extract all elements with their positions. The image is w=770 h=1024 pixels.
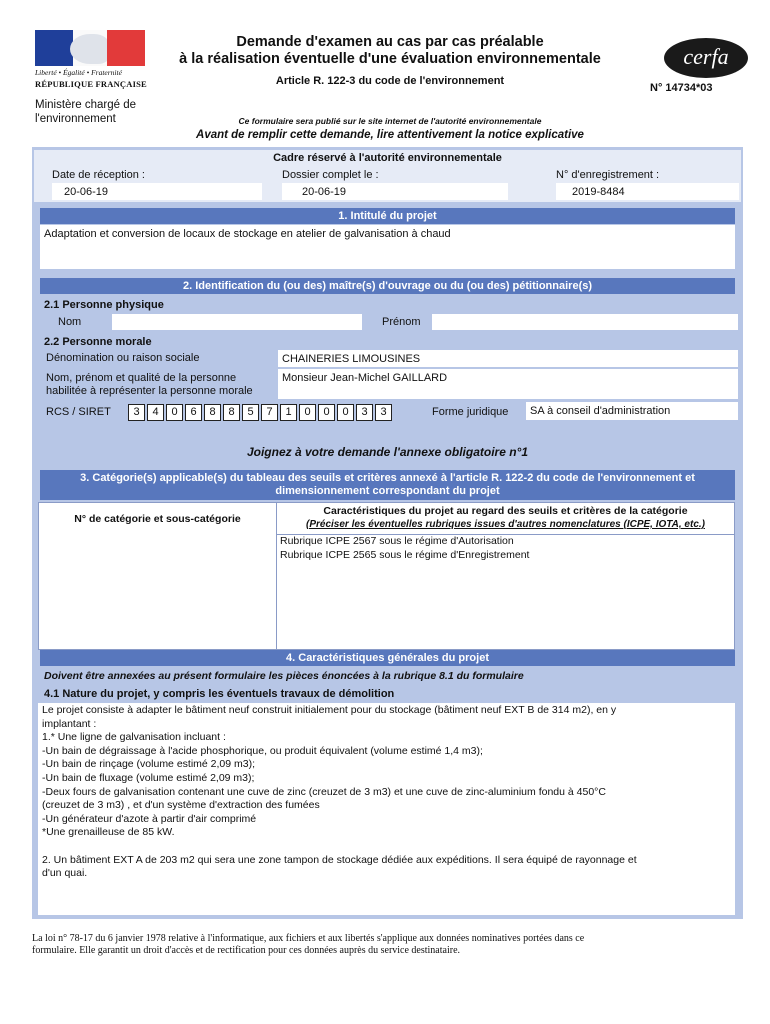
description-line: -Un bain de dégraissage à l'acide phosphorique, ou produit équivalent (volume estimé 1,4 m3);	[42, 744, 483, 757]
representative-label-line2: habilitée à représenter la personne morale	[46, 385, 253, 397]
registration-number-field[interactable]: 2019-8484	[556, 183, 739, 200]
siret-digit[interactable]: 0	[299, 404, 316, 421]
description-line: -Un générateur d'azote à partir d'air comprimé	[42, 812, 257, 825]
project-nature-field[interactable]	[38, 703, 735, 915]
registration-label: N° d'enregistrement :	[556, 169, 660, 181]
siret-digit[interactable]: 7	[261, 404, 278, 421]
moral-person-heading: 2.2 Personne morale	[44, 336, 152, 348]
cerfa-number: N° 14734*03	[650, 82, 713, 94]
description-line: -Un bain de fluxage (volume estimé 2,09 m3);	[42, 771, 255, 784]
siret-label: RCS / SIRET	[46, 406, 111, 418]
description-line: *Une grenailleuse de 85 kW.	[42, 826, 175, 839]
siret-digit[interactable]: 6	[185, 404, 202, 421]
article-reference: Article R. 122-3 du code de l'environnement	[275, 75, 505, 87]
annex-requirement-note: Doivent être annexées au présent formulaire les pièces énoncées à la rubrique 8.1 du formulaire	[44, 670, 524, 682]
siret-digit[interactable]: 5	[242, 404, 259, 421]
siret-digit[interactable]: 0	[318, 404, 335, 421]
description-blank-line	[42, 840, 731, 854]
siret-field[interactable]	[128, 404, 394, 421]
nom-field[interactable]	[112, 314, 362, 330]
project-nature-heading: 4.1 Nature du projet, y compris les éventuels travaux de démolition	[44, 688, 395, 700]
denomination-label: Dénomination ou raison sociale	[46, 352, 200, 364]
legal-form-field[interactable]: SA à conseil d'administration	[526, 402, 738, 420]
description-line: -Deux fours de galvanisation contenant une cuve de zinc (creuzet de 3 m3) et une cuve de zinc-aluminium fondu à 450°C	[42, 785, 606, 798]
reception-label: Date de réception :	[52, 169, 145, 181]
nom-label: Nom	[58, 316, 82, 328]
description-line: 2. Un bâtiment EXT A de 203 m2 qui sera une zone tampon de stockage dédiée aux expéditions. Il sera équipé de rayonnage et	[42, 853, 637, 866]
representative-label-line1: Nom, prénom et qualité de la personne	[46, 372, 237, 384]
description-line: -Un bain de rinçage (volume estimé 2,09 m3);	[42, 758, 256, 771]
description-line: 1.* Une ligne de galvanisation incluant :	[42, 731, 226, 744]
form-title-line1: Demande d'examen au cas par cas préalable	[236, 34, 544, 50]
representative-field[interactable]: Monsieur Jean-Michel GAILLARD	[278, 369, 738, 399]
marianne-profile-icon	[70, 34, 110, 64]
siret-digit[interactable]: 3	[128, 404, 145, 421]
publication-note: Ce formulaire sera publié sur le site internet de l'autorité environnementale	[238, 116, 542, 126]
category-table	[38, 502, 735, 650]
cerfa-logo: cerfa	[664, 38, 748, 78]
privacy-line1: La loi n° 78-17 du 6 janvier 1978 relative à l'informatique, aux fichiers et aux libertés s'applique aux données nominatives portées dans ce	[32, 933, 585, 944]
representative-label	[46, 372, 253, 398]
flag-red-band	[107, 30, 145, 66]
siret-digit[interactable]: 0	[337, 404, 354, 421]
section4-header: 4. Caractéristiques générales du projet	[40, 650, 735, 666]
form-title-line2: à la réalisation éventuelle d'une évaluation environnementale	[179, 51, 601, 67]
siret-digit[interactable]: 3	[375, 404, 392, 421]
complete-date-field[interactable]: 20-06-19	[282, 183, 508, 200]
description-line: Le projet consiste à adapter le bâtiment neuf construit initialement pour du stockage (bâtiment neuf EXT B de 314 m2), en y	[42, 704, 617, 716]
complete-label: Dossier complet le :	[282, 169, 379, 181]
physical-person-heading: 2.1 Personne physique	[44, 299, 164, 311]
section3-title-line2: dimensionnement correspondant du projet	[275, 485, 500, 497]
section2-header: 2. Identification du (ou des) maître(s) d'ouvrage ou du (ou des) pétitionnaire(s)	[40, 278, 735, 294]
annex-note: Joignez à votre demande l'annexe obligatoire n°1	[246, 445, 529, 459]
siret-digit[interactable]: 4	[147, 404, 164, 421]
characteristics-header-line2: (Préciser les éventuelles rubriques issues d'autres nomenclatures (ICPE, IOTA, etc.)	[305, 519, 705, 530]
rubrique-item[interactable]: Rubrique ICPE 2567 sous le régime d'Autorisation	[280, 535, 514, 547]
privacy-line2: formulaire. Elle garantit un droit d'accès et de rectification pour ces données auprès du service destinataire.	[32, 945, 461, 956]
category-column-header: N° de catégorie et sous-catégorie	[74, 513, 241, 525]
denomination-field[interactable]: CHAINERIES LIMOUSINES	[278, 350, 738, 367]
characteristics-column-header	[277, 503, 734, 535]
siret-digit[interactable]: 3	[356, 404, 373, 421]
description-line: d'un quai.	[42, 867, 88, 880]
privacy-footer	[32, 933, 742, 957]
instruction-note: Avant de remplir cette demande, lire attentivement la notice explicative	[196, 129, 584, 141]
ministry-name: Ministère chargé de l'environnement	[35, 99, 136, 125]
description-line: implantant :	[42, 717, 97, 730]
rubrique-item[interactable]: Rubrique ICPE 2565 sous le régime d'Enregistrement	[280, 549, 530, 561]
siret-digit[interactable]: 1	[280, 404, 297, 421]
republic-motto: Liberté • Égalité • Fraternité	[35, 68, 122, 77]
siret-digit[interactable]: 0	[166, 404, 183, 421]
project-title-field[interactable]: Adaptation et conversion de locaux de stockage en atelier de galvanisation à chaud	[40, 225, 735, 269]
description-line: (creuzet de 3 m3) , et d'un système d'extraction des fumées	[42, 799, 320, 812]
section3-title-line1: 3. Catégorie(s) applicable(s) du tableau des seuils et critères annexé à l'article R. 122-2 du code de l'environnement et	[80, 472, 695, 484]
reserved-title: Cadre réservé à l'autorité environnementale	[273, 152, 502, 164]
siret-digit[interactable]: 8	[204, 404, 221, 421]
characteristics-header-line1: Caractéristiques du projet au regard des seuils et critères de la catégorie	[323, 505, 688, 517]
section1-header: 1. Intitulé du projet	[40, 208, 735, 224]
prenom-label: Prénom	[382, 316, 421, 328]
section3-header	[40, 470, 735, 500]
form-title	[170, 34, 610, 68]
flag-blue-band	[35, 30, 73, 66]
reception-date-field[interactable]: 20-06-19	[52, 183, 262, 200]
republic-name: RÉPUBLIQUE FRANÇAISE	[35, 79, 147, 89]
prenom-field[interactable]	[432, 314, 738, 330]
siret-digit[interactable]: 8	[223, 404, 240, 421]
legal-form-label: Forme juridique	[432, 406, 509, 418]
